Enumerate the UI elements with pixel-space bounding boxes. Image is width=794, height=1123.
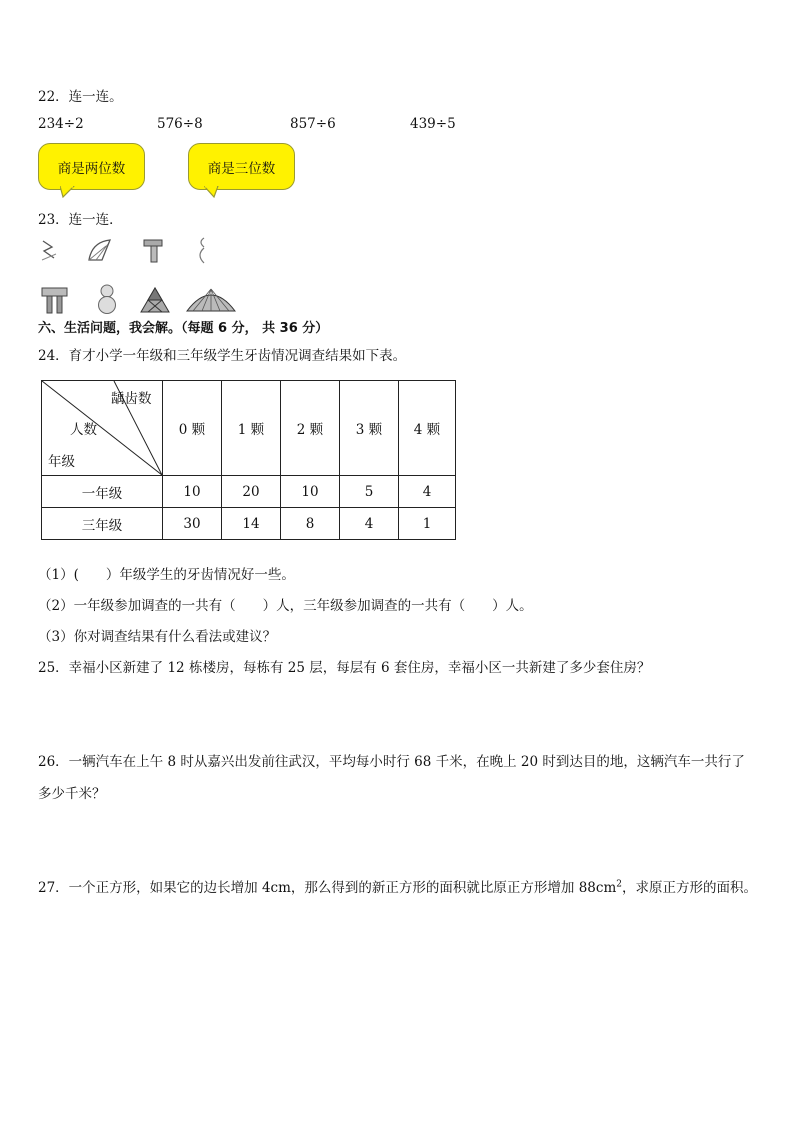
q22-title: 22．连一连。 xyxy=(38,89,123,105)
expression-2: 576÷8 xyxy=(157,116,203,132)
table-cell: 14 xyxy=(222,508,281,540)
bubble-two-digit xyxy=(38,143,145,190)
table-cell: 10 xyxy=(281,476,340,508)
table-cell: 30 xyxy=(163,508,222,540)
q24-sub3: （3）你对调查结果有什么看法或建议？ xyxy=(38,629,277,645)
table-front-view-icon xyxy=(40,285,70,315)
tooth-survey-table xyxy=(41,380,456,540)
open-umbrella-icon xyxy=(185,287,237,315)
row-label: 一年级 xyxy=(42,476,163,508)
header-grade-label: 年级 xyxy=(48,454,75,470)
diagonal-header-cell xyxy=(42,381,163,476)
column-header: 2 颗 xyxy=(281,381,340,476)
table-header-row xyxy=(42,381,456,476)
row-label: 三年级 xyxy=(42,508,163,540)
q26-line2: 多少千米？ xyxy=(38,786,106,802)
bubble-tail-1 xyxy=(60,186,80,198)
header-people-label: 人数 xyxy=(70,422,97,438)
expression-4: 439÷5 xyxy=(410,116,456,132)
column-header: 4 颗 xyxy=(399,381,456,476)
q24-sub2: （2）一年级参加调查的一共有（ ）人，三年级参加调查的一共有（ ）人。 xyxy=(38,598,533,614)
column-header: 1 颗 xyxy=(222,381,281,476)
q27-superscript: 2 xyxy=(616,879,622,890)
snowman-side-view-icon xyxy=(194,236,212,266)
umbrella-side-view-icon xyxy=(40,238,58,262)
table-cell: 10 xyxy=(163,476,222,508)
column-header: 3 颗 xyxy=(340,381,399,476)
bubble-three-digit-label: 商是三位数 xyxy=(207,160,276,177)
expression-3: 857÷6 xyxy=(290,116,336,132)
section-6-heading: 六、生活问题，我会解。（每题 6 分， 共 36 分） xyxy=(38,321,329,336)
q23-title: 23．连一连． xyxy=(38,212,123,228)
header-caries-label: 龋齿数 xyxy=(111,391,152,407)
bubble-three-digit xyxy=(188,143,295,190)
table-row xyxy=(42,476,456,508)
q26-line1: 26．一辆汽车在上午 8 时从嘉兴出发前往武汉，平均每小时行 68 千米，在晚上 20 时到达目的地，这辆汽车一共行了 xyxy=(38,754,745,770)
table-cell: 4 xyxy=(340,508,399,540)
snowman-front-view-icon xyxy=(93,283,121,315)
q27-text-after: ，求原正方形的面积。 xyxy=(622,880,757,896)
table-row xyxy=(42,508,456,540)
q27-text-before: 27．一个正方形，如果它的边长增加 4cm，那么得到的新正方形的面积就比原正方形增加 88cm xyxy=(38,880,617,896)
q25-text: 25．幸福小区新建了 12 栋楼房，每栋有 25 层，每层有 6 套住房，幸福小区一共新建了多少套住房？ xyxy=(38,660,651,676)
table-cell: 4 xyxy=(399,476,456,508)
q24-sub1: （1）( ）年级学生的牙齿情况好一些。 xyxy=(38,567,295,583)
q27-text xyxy=(38,876,757,896)
table-cell: 20 xyxy=(222,476,281,508)
bubble-two-digit-label: 商是两位数 xyxy=(57,160,126,177)
q24-title: 24．育才小学一年级和三年级学生牙齿情况调查结果如下表。 xyxy=(38,348,407,364)
table-cell: 1 xyxy=(399,508,456,540)
pyramid-blocks-icon xyxy=(139,286,171,314)
table-side-view-icon xyxy=(142,238,166,264)
column-header: 0 颗 xyxy=(163,381,222,476)
table-cell: 5 xyxy=(340,476,399,508)
table-cell: 8 xyxy=(281,508,340,540)
umbrella-top-view-icon xyxy=(86,238,112,262)
bubble-tail-2 xyxy=(204,186,224,198)
expression-1: 234÷2 xyxy=(38,116,84,132)
